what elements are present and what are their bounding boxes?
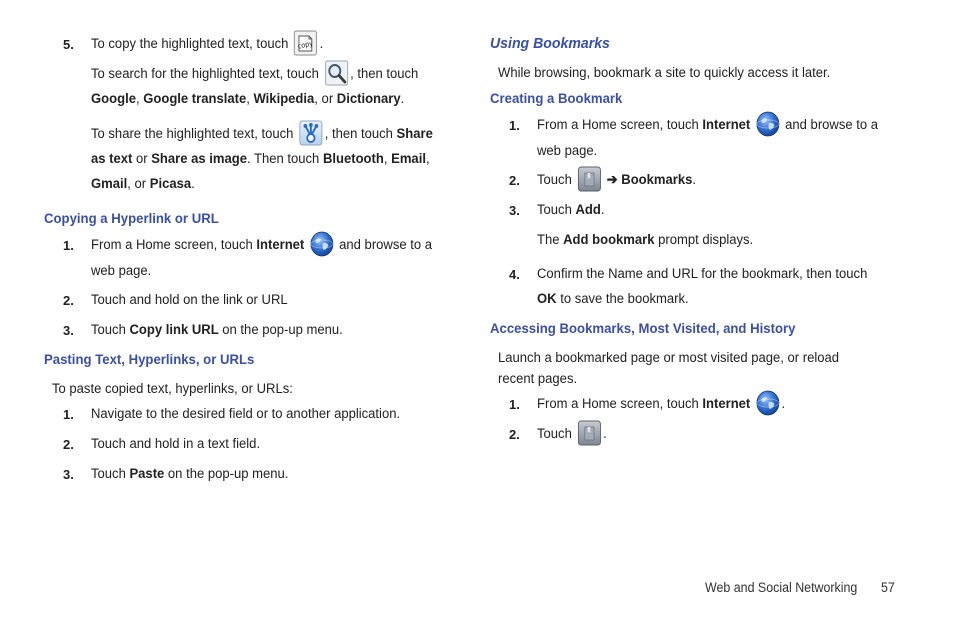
- copy-icon: [294, 30, 318, 56]
- share-icon: [299, 120, 323, 146]
- step-number: 4.: [509, 267, 520, 282]
- step-text-cont: OK to save the bookmark.: [537, 291, 689, 307]
- step-text: Navigate to the desired field or to another application.: [91, 406, 401, 422]
- section-heading-copy-hyperlink: Copying a Hyperlink or URL: [44, 210, 219, 226]
- step-number: 1.: [509, 118, 520, 133]
- section-heading-using-bookmarks: Using Bookmarks: [490, 35, 610, 52]
- step-number: 5.: [63, 37, 74, 52]
- section-intro: To paste copied text, hyperlinks, or URLs:: [52, 381, 293, 397]
- step-text: Touch .: [537, 425, 607, 443]
- globe-icon: [756, 111, 780, 137]
- step-text: Touch Add.: [537, 202, 605, 218]
- search-instruction: To search for the highlighted text, touch , then touch: [91, 65, 418, 83]
- step-number: 2.: [63, 437, 74, 452]
- step-text: Touch Paste on the pop-up menu.: [91, 466, 289, 482]
- step-number: 3.: [63, 323, 74, 338]
- step-number: 1.: [63, 238, 74, 253]
- step-text: Confirm the Name and URL for the bookmark, then touch: [537, 266, 868, 282]
- step-number: 3.: [509, 203, 520, 218]
- step-number: 1.: [63, 407, 74, 422]
- step-text: Touch Copy link URL on the pop-up menu.: [91, 322, 343, 338]
- bookmark-icon: [577, 166, 601, 192]
- footer-section-title: Web and Social Networking: [705, 580, 858, 595]
- section-intro: Launch a bookmarked page or most visited page, or reload: [498, 350, 840, 366]
- step-text-cont: web page.: [537, 143, 598, 159]
- page-number: 57: [881, 580, 895, 595]
- globe-icon: [756, 390, 780, 416]
- step-text: Touch and hold on the link or URL: [91, 292, 288, 308]
- step-text: Touch ➔ Bookmarks.: [537, 171, 696, 189]
- step-note: The Add bookmark prompt displays.: [537, 232, 754, 248]
- svg-text:copy: copy: [297, 39, 315, 51]
- section-heading-pasting: Pasting Text, Hyperlinks, or URLs: [44, 351, 255, 367]
- step-number: 1.: [509, 397, 520, 412]
- magnifier-icon: [324, 60, 348, 86]
- step-text: From a Home screen, touch Internet and browse to a: [537, 116, 878, 134]
- section-intro: While browsing, bookmark a site to quickly access it later.: [498, 65, 831, 81]
- section-heading-accessing-bookmarks: Accessing Bookmarks, Most Visited, and History: [490, 320, 796, 336]
- step-text: From a Home screen, touch Internet and browse to a: [91, 236, 432, 254]
- share-options: as text or Share as image. Then touch Bluetooth, Email,: [91, 151, 430, 167]
- search-options: Google, Google translate, Wikipedia, or Dictionary.: [91, 91, 405, 107]
- share-options-cont: Gmail, or Picasa.: [91, 176, 195, 192]
- step-text: From a Home screen, touch Internet .: [537, 395, 785, 413]
- step-number: 2.: [509, 427, 520, 442]
- section-intro-cont: recent pages.: [498, 371, 578, 387]
- step-text-cont: web page.: [91, 263, 152, 279]
- step-number: 2.: [63, 293, 74, 308]
- section-heading-creating-bookmark: Creating a Bookmark: [490, 90, 623, 106]
- step-text: Touch and hold in a text field.: [91, 436, 261, 452]
- step-number: 3.: [63, 467, 74, 482]
- bookmark-icon: [577, 420, 601, 446]
- globe-icon: [310, 231, 334, 257]
- share-instruction: To share the highlighted text, touch , then touch Share: [91, 125, 433, 143]
- copy-instruction: To copy the highlighted text, touch copy .: [91, 35, 323, 53]
- step-number: 2.: [509, 173, 520, 188]
